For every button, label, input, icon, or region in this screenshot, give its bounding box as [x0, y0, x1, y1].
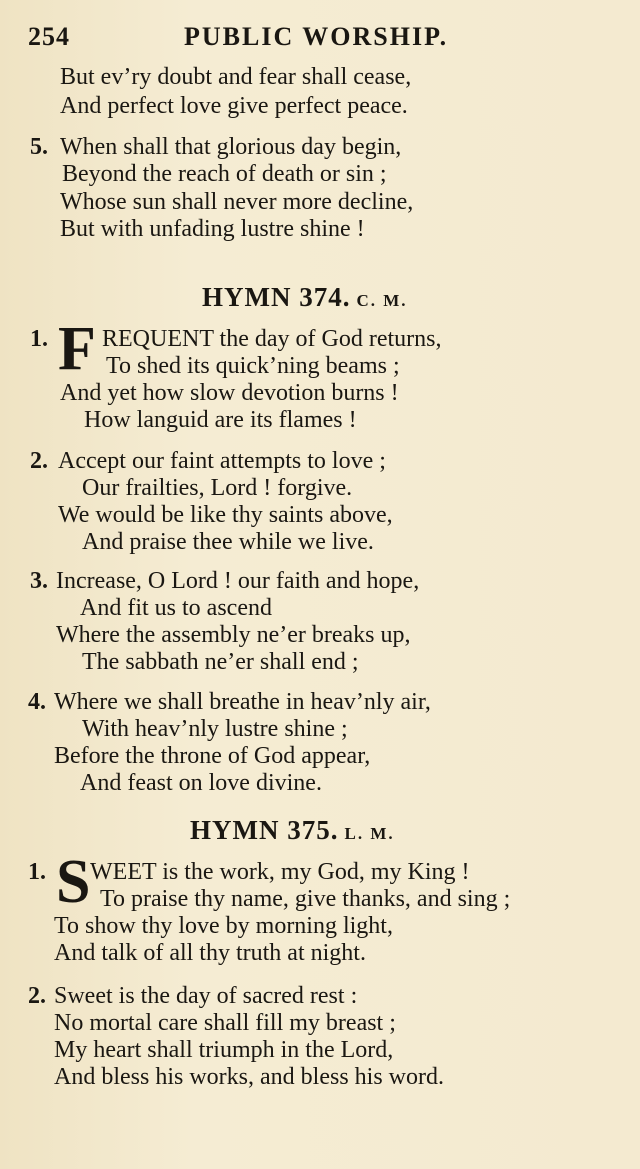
verse-line: No mortal care shall fill my breast ;: [54, 1010, 396, 1036]
verse-line: Increase, O Lord ! our faith and hope,: [56, 568, 420, 594]
drop-cap: S: [56, 848, 91, 916]
verse-line: Accept our faint attempts to love ;: [58, 448, 386, 474]
verse-line: Sweet is the day of sacred rest :: [54, 983, 358, 1009]
verse-line: Before the throne of God appear,: [54, 743, 371, 769]
verse-line: To show thy love by morning light,: [54, 913, 393, 939]
verse-line: When shall that glorious day begin,: [60, 134, 402, 160]
verse-line: But with unfading lustre shine !: [60, 216, 365, 242]
verse-line: WEET is the work, my God, my King !: [90, 859, 470, 885]
verse-line: To shed its quick’ning beams ;: [106, 353, 400, 379]
verse-line: And talk of all thy truth at night.: [54, 940, 366, 966]
verse-line: And fit us to ascend: [80, 595, 272, 621]
verse-line: Our frailties, Lord ! forgive.: [82, 475, 353, 501]
hymn-title: HYMN 374. C. M.: [202, 282, 408, 312]
verse-line: And feast on love divine.: [80, 770, 322, 796]
verse-line: And perfect love give perfect peace.: [60, 93, 408, 119]
running-title: PUBLIC WORSHIP.: [184, 22, 449, 51]
verse-line: How languid are its flames !: [84, 407, 357, 433]
verse-number: 2.: [28, 983, 46, 1009]
verse-number: 2.: [30, 448, 48, 474]
verse-line: We would be like thy saints above,: [58, 502, 393, 528]
verse-line: Where we shall breathe in heav’nly air,: [54, 689, 431, 715]
verse-line: Whose sun shall never more decline,: [60, 189, 414, 215]
verse-line: And yet how slow devotion burns !: [60, 380, 399, 406]
verse-number: 3.: [30, 568, 48, 594]
verse-number: 5.: [30, 134, 48, 160]
page-number: 254: [28, 22, 70, 51]
verse-line: With heav’nly lustre shine ;: [82, 716, 348, 742]
verse-line: But ev’ry doubt and fear shall cease,: [60, 64, 412, 90]
verse-line: My heart shall triumph in the Lord,: [54, 1037, 394, 1063]
verse-line: To praise thy name, give thanks, and sing ;: [100, 886, 511, 912]
verse-line: REQUENT the day of God returns,: [102, 326, 442, 352]
drop-cap: F: [58, 315, 96, 383]
verse-number: 1.: [30, 326, 48, 352]
page-header: [28, 22, 608, 56]
verse-number: 1.: [28, 859, 46, 885]
verse-line: Beyond the reach of death or sin ;: [62, 161, 387, 187]
verse-line: And bless his works, and bless his word.: [54, 1064, 444, 1090]
hymn-title: HYMN 375. L. M.: [190, 815, 395, 845]
verse-line: Where the assembly ne’er breaks up,: [56, 622, 411, 648]
verse-line: And praise thee while we live.: [82, 529, 374, 555]
verse-number: 4.: [28, 689, 46, 715]
verse-line: The sabbath ne’er shall end ;: [82, 649, 359, 675]
